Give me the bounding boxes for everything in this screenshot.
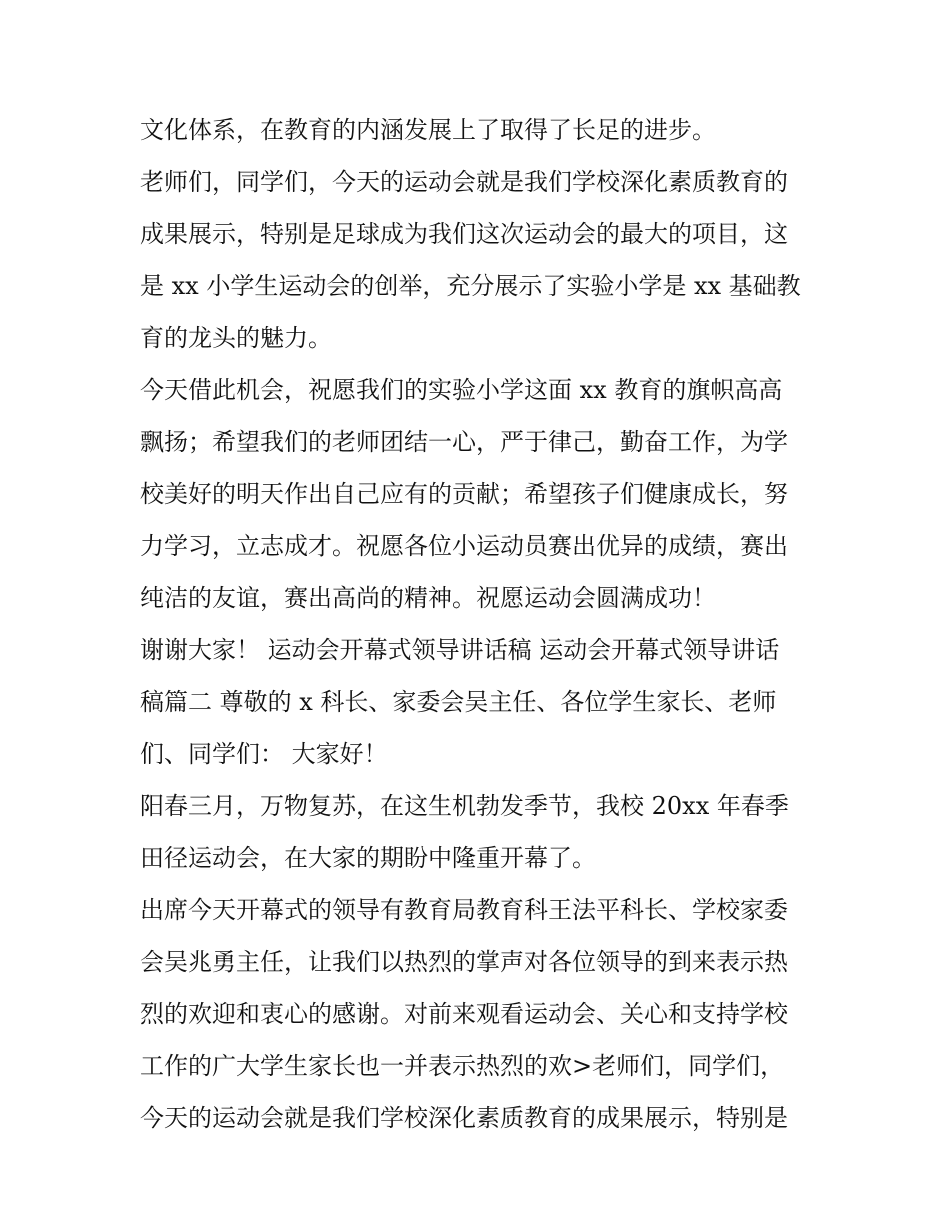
text-line: 今天借此机会，祝愿我们的实验小学这面 xx 教育的旗帜高高	[140, 376, 783, 404]
text-line: 飘扬；希望我们的老师团结一心，严于律己，勤奋工作，为学	[140, 428, 788, 456]
text-line: 出席今天开幕式的领导有教育局教育科王法平科长、学校家委	[140, 896, 788, 924]
text-line: 阳春三月，万物复苏，在这生机勃发季节，我校 20xx 年春季	[140, 792, 789, 820]
text-line: 力学习，立志成才。祝愿各位小运动员赛出优异的成绩，赛出	[140, 532, 788, 560]
text-line: 工作的广大学生家长也一并表示热烈的欢>老师们，同学们，	[140, 1052, 785, 1080]
text-line: 校美好的明天作出自己应有的贡献；希望孩子们健康成长，努	[140, 480, 788, 508]
text-line: 纯洁的友谊，赛出高尚的精神。祝愿运动会圆满成功！	[140, 584, 716, 612]
text-line: 们、同学们： 大家好！	[140, 740, 388, 768]
text-line: 烈的欢迎和衷心的感谢。对前来观看运动会、关心和支持学校	[140, 1000, 788, 1028]
text-line: 育的龙头的魅力。	[140, 324, 332, 352]
text-line: 老师们，同学们，今天的运动会就是我们学校深化素质教育的	[140, 168, 788, 196]
text-line: 田径运动会，在大家的期盼中隆重开幕了。	[140, 844, 596, 872]
text-line: 稿篇二 尊敬的 x 科长、家委会吴主任、各位学生家长、老师	[140, 688, 777, 716]
text-line: 文化体系，在教育的内涵发展上了取得了长足的进步。	[140, 116, 716, 144]
document-body	[140, 104, 820, 1144]
text-line: 成果展示，特别是足球成为我们这次运动会的最大的项目，这	[140, 220, 788, 248]
text-line: 是 xx 小学生运动会的创举，充分展示了实验小学是 xx 基础教	[140, 272, 801, 300]
text-line: 会吴兆勇主任，让我们以热烈的掌声对各位领导的到来表示热	[140, 948, 788, 976]
text-line: 今天的运动会就是我们学校深化素质教育的成果展示，特别是	[140, 1104, 788, 1132]
text-line: 谢谢大家！ 运动会开幕式领导讲话稿 运动会开幕式领导讲话	[140, 636, 780, 664]
